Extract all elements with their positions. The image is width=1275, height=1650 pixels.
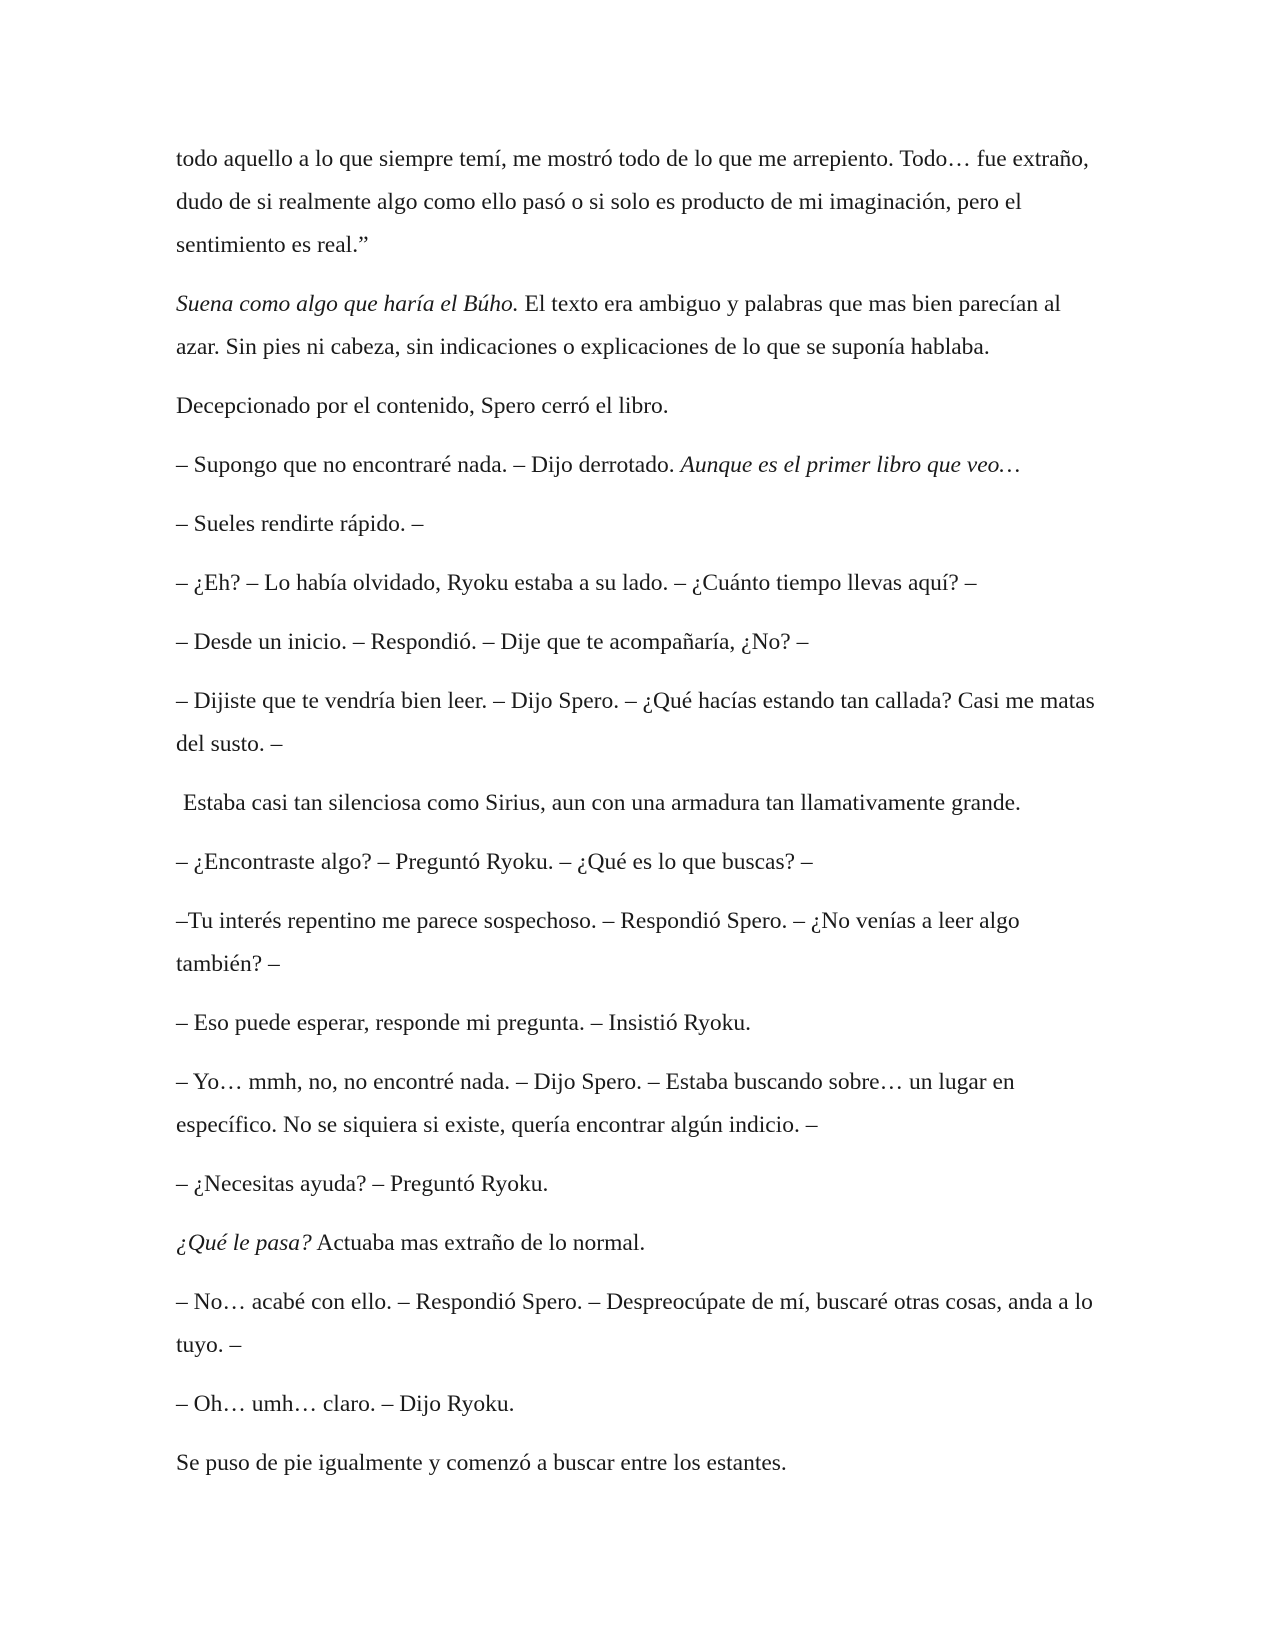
document-body bbox=[176, 138, 1106, 1501]
paragraph bbox=[176, 385, 1106, 428]
paragraph bbox=[176, 503, 1106, 546]
paragraph bbox=[176, 562, 1106, 605]
paragraph bbox=[176, 1061, 1106, 1147]
text-segment: El texto era ambiguo y palabras que mas bien parecían al azar. Sin pies ni cabeza, sin indicaciones o explicaciones de lo que se suponía hablaba. bbox=[176, 291, 1061, 360]
paragraph bbox=[176, 841, 1106, 884]
paragraph bbox=[176, 782, 1106, 825]
paragraph bbox=[176, 900, 1106, 986]
text-segment: –Tu interés repentino me parece sospechoso. – Respondió Spero. – ¿No venías a leer algo también? – bbox=[176, 908, 1020, 977]
text-segment: – Eso puede esperar, responde mi pregunta. – Insistió Ryoku. bbox=[176, 1010, 752, 1036]
paragraph bbox=[176, 444, 1106, 487]
text-segment: – ¿Encontraste algo? – Preguntó Ryoku. – ¿Qué es lo que buscas? – bbox=[176, 849, 813, 875]
text-segment: – Yo… mmh, no, no encontré nada. – Dijo Spero. – Estaba buscando sobre… un lugar en específico. No se siquiera si existe, quería encontrar algún indicio. – bbox=[176, 1069, 1015, 1138]
text-segment: – Desde un inicio. – Respondió. – Dije que te acompañaría, ¿No? – bbox=[176, 629, 809, 655]
italic-text-segment: ¿Qué le pasa? bbox=[176, 1230, 312, 1256]
text-segment: – Sueles rendirte rápido. – bbox=[176, 511, 424, 537]
text-segment: Decepcionado por el contenido, Spero cerró el libro. bbox=[176, 393, 669, 419]
paragraph bbox=[176, 138, 1106, 267]
text-segment: – ¿Necesitas ayuda? – Preguntó Ryoku. bbox=[176, 1171, 549, 1197]
text-segment: todo aquello a lo que siempre temí, me mostró todo de lo que me arrepiento. Todo… fue extraño, dudo de si realmente algo como ello pasó o si solo es producto de mi imaginación, pero el sentimiento es real.” bbox=[176, 146, 1089, 258]
text-segment: – Dijiste que te vendría bien leer. – Dijo Spero. – ¿Qué hacías estando tan callada? Casi me matas del susto. – bbox=[176, 688, 1095, 757]
text-segment: – No… acabé con ello. – Respondió Spero. – Despreocúpate de mí, buscaré otras cosas, anda a lo tuyo. – bbox=[176, 1289, 1093, 1358]
paragraph bbox=[176, 1002, 1106, 1045]
text-segment: Estaba casi tan silenciosa como Sirius, aun con una armadura tan llamativamente grande. bbox=[183, 790, 1021, 816]
paragraph bbox=[176, 1383, 1106, 1426]
text-segment: – Supongo que no encontraré nada. – Dijo derrotado. bbox=[176, 452, 681, 478]
paragraph bbox=[176, 1442, 1106, 1485]
paragraph bbox=[176, 1163, 1106, 1206]
text-segment: Actuaba mas extraño de lo normal. bbox=[311, 1230, 646, 1256]
paragraph bbox=[176, 283, 1106, 369]
paragraph bbox=[176, 1222, 1106, 1265]
text-segment: – Oh… umh… claro. – Dijo Ryoku. bbox=[176, 1391, 515, 1417]
text-segment: – ¿Eh? – Lo había olvidado, Ryoku estaba a su lado. – ¿Cuánto tiempo llevas aquí? – bbox=[176, 570, 977, 596]
italic-text-segment: Suena como algo que haría el Búho. bbox=[176, 291, 519, 317]
text-segment: Se puso de pie igualmente y comenzó a buscar entre los estantes. bbox=[176, 1450, 787, 1476]
paragraph bbox=[176, 680, 1106, 766]
italic-text-segment: Aunque es el primer libro que veo… bbox=[680, 452, 1021, 478]
paragraph bbox=[176, 621, 1106, 664]
paragraph bbox=[176, 1281, 1106, 1367]
